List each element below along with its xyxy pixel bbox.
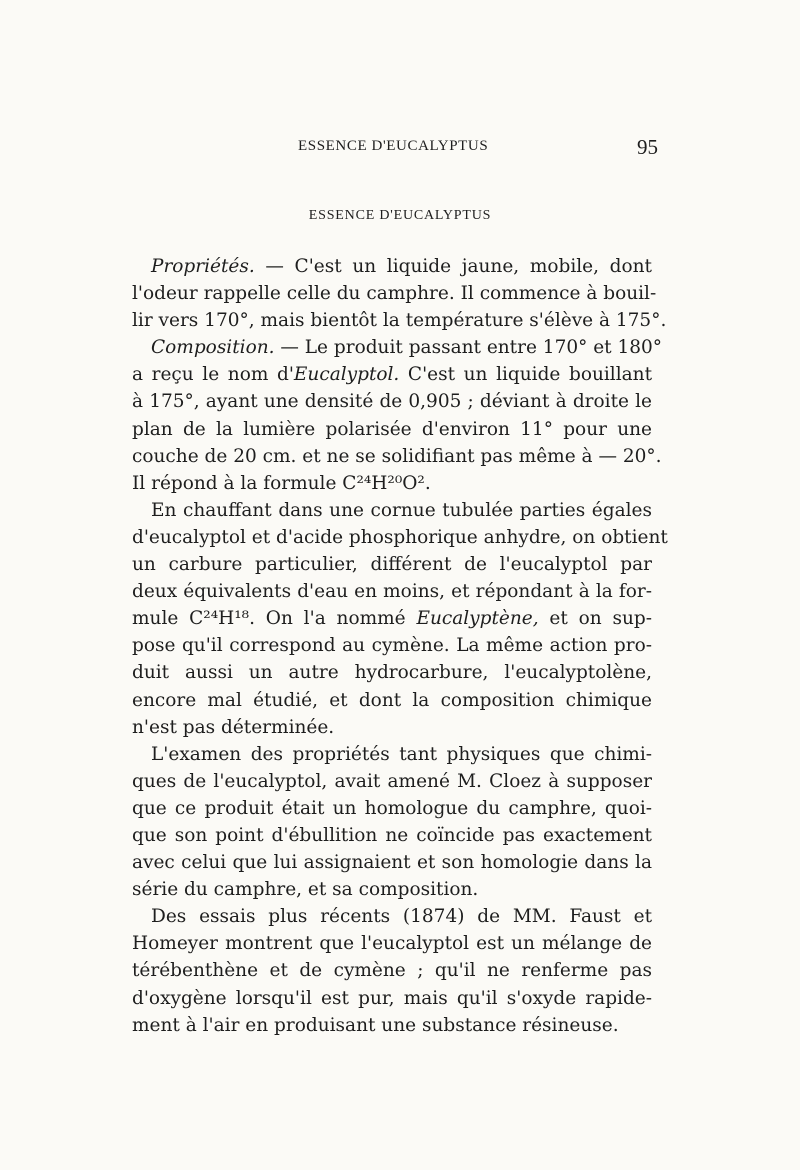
text-run: L'examen des propriétés tant physiques que chimi-	[151, 743, 652, 765]
text-line	[132, 470, 652, 497]
italic-term: Eucalyptène,	[416, 608, 539, 630]
italic-term: Propriétés.	[151, 256, 255, 277]
text-run: que ce produit était un homologue du camphre, quoi-	[132, 797, 652, 819]
text-line	[132, 985, 652, 1012]
text-run: duit aussi un autre hydrocarbure, l'eucalyptolène,	[132, 662, 652, 684]
text-run: plan de la lumière polarisée d'environ 11° pour une	[132, 418, 652, 440]
text-run: d'oxygène lorsqu'il est pur, mais qu'il s'oxyde rapide-	[132, 987, 652, 1009]
text-run: un carbure particulier, différent de l'eucalyptol par	[132, 554, 652, 576]
text-line	[132, 632, 652, 659]
text-run: — Le produit passant entre 170° et 180°	[274, 337, 663, 359]
text-line	[132, 578, 652, 605]
text-line	[132, 253, 652, 280]
text-line	[132, 497, 652, 524]
text-line	[132, 687, 652, 714]
text-run: — C'est un liquide jaune, mobile, dont	[254, 256, 652, 277]
body-text	[132, 253, 668, 1039]
text-line	[132, 361, 652, 388]
text-run: deux équivalents d'eau en moins, et répondant à la for-	[132, 581, 652, 603]
text-line	[132, 334, 663, 361]
running-head	[0, 135, 800, 159]
text-line	[132, 795, 652, 822]
text-run: et on sup-	[538, 608, 652, 630]
paragraph	[132, 497, 668, 741]
text-run: couche de 20 cm. et ne se solidifiant pas même à — 20°.	[132, 445, 662, 467]
text-line	[132, 551, 652, 578]
text-line	[132, 388, 652, 415]
text-run: Il répond à la formule C²⁴H²⁰O².	[132, 472, 431, 494]
text-line	[132, 524, 668, 551]
italic-term: Composition.	[151, 337, 275, 359]
text-run: encore mal étudié, et dont la composition chimique	[132, 689, 652, 711]
text-run: Des essais plus récents (1874) de MM. Faust et	[151, 906, 652, 928]
text-run: En chauffant dans une cornue tubulée parties égales	[151, 499, 652, 521]
text-line	[132, 957, 652, 984]
text-line	[132, 1012, 652, 1039]
text-line	[132, 741, 652, 768]
text-run: Homeyer montrent que l'eucalyptol est un mélange de	[132, 933, 652, 955]
text-run: n'est pas déterminée.	[132, 716, 335, 738]
section-title: ESSENCE D'EUCALYPTUS	[308, 208, 492, 223]
text-line	[132, 416, 652, 443]
text-line	[132, 714, 652, 741]
paragraph	[132, 741, 652, 904]
text-run: ment à l'air en produisant une substance résineuse.	[132, 1014, 619, 1036]
page-number: 95	[637, 135, 658, 159]
running-head-title: ESSENCE D'EUCALYPTUS	[298, 138, 489, 154]
paragraph	[132, 334, 663, 497]
paragraph	[132, 903, 652, 1038]
text-run: à 175°, ayant une densité de 0,905 ; déviant à droite le	[132, 391, 652, 413]
text-line	[132, 849, 652, 876]
text-run: avec celui que lui assignaient et son homologie dans la	[132, 852, 652, 874]
text-run: que son point d'ébullition ne coïncide pas exactement	[132, 824, 652, 846]
text-run: pose qu'il correspond au cymène. La même action pro-	[132, 635, 652, 657]
text-line	[132, 443, 662, 470]
text-run: a reçu le nom d'	[132, 364, 294, 386]
italic-term: Eucalyptol.	[293, 364, 400, 386]
text-run: l'odeur rappelle celle du camphre. Il commence à bouil-	[132, 283, 657, 305]
text-line	[132, 822, 652, 849]
paragraph	[132, 253, 667, 334]
text-line	[132, 280, 657, 307]
text-run: mule C²⁴H¹⁸. On l'a nommé	[132, 608, 417, 630]
text-run: d'eucalyptol et d'acide phosphorique anhydre, on obtient	[132, 526, 668, 548]
text-run: ques de l'eucalyptol, avait amené M. Cloez à supposer	[132, 770, 652, 792]
text-line	[132, 659, 652, 686]
text-run: série du camphre, et sa composition.	[132, 879, 479, 901]
text-line	[132, 307, 667, 334]
text-line	[132, 768, 652, 795]
text-run: térébenthène et de cymène ; qu'il ne renferme pas	[132, 960, 652, 982]
text-line	[132, 605, 652, 632]
text-line	[132, 876, 652, 903]
text-run: C'est un liquide bouillant	[399, 364, 653, 386]
text-line	[132, 930, 652, 957]
text-line	[132, 903, 652, 930]
text-run: lir vers 170°, mais bientôt la température s'élève à 175°.	[132, 310, 667, 332]
